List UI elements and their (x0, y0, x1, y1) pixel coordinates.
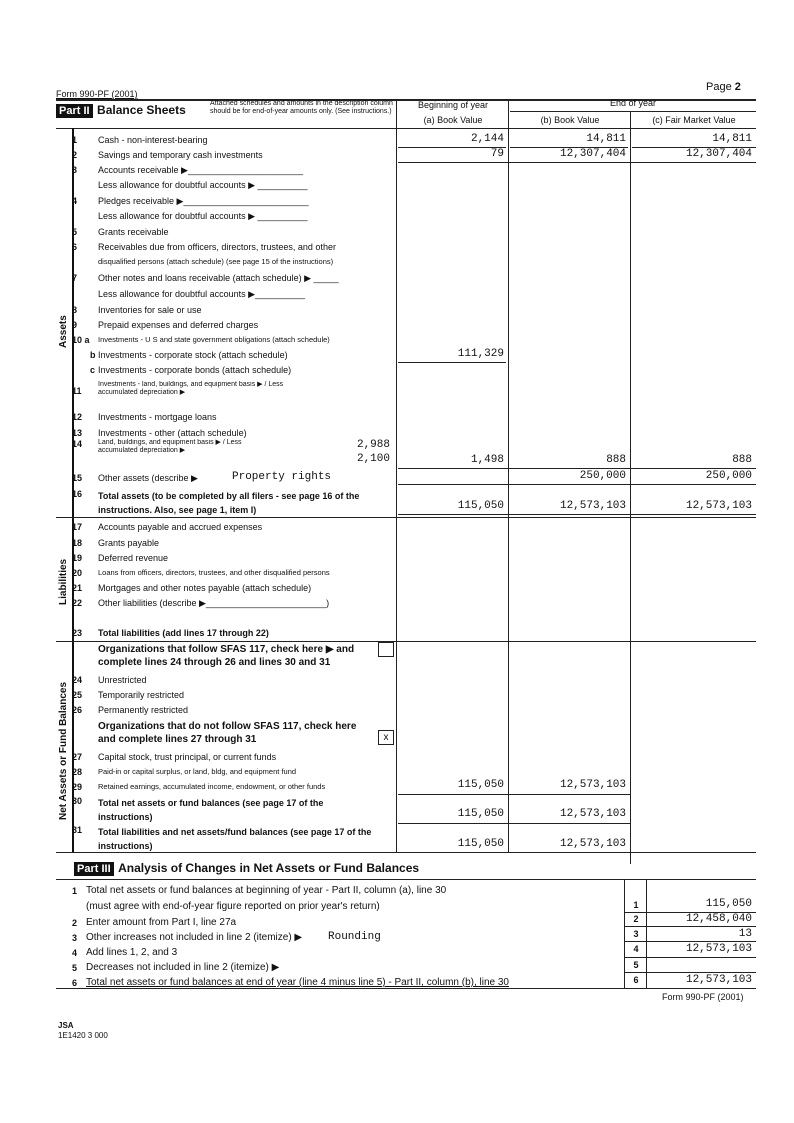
line-30-col-a: 115,050 (457, 808, 504, 820)
footer-form: Form 990-PF (2001) (662, 992, 744, 1002)
line-2-col-a: 79 (490, 148, 504, 160)
col-begin-header: Beginning of year (417, 100, 489, 110)
col-a-header: (a) Book Value (423, 115, 483, 125)
side-label-liabilities: Liabilities (58, 558, 69, 605)
col-end-header: End of year (609, 98, 657, 108)
line-10c: c Investments - corporate bonds (attach schedule) (90, 365, 292, 375)
p3-line-1: 1 Total net assets or fund balances at beginning of year - Part II, column (a), line 30 (72, 885, 447, 896)
part3-badge: Part III (74, 862, 114, 876)
line-16-col-a: 115,050 (457, 500, 504, 512)
line-30-col-b: 12,573,103 (559, 808, 626, 820)
p3-linenum-2: 2 (633, 914, 639, 924)
line-2-col-c: 12,307,404 (685, 148, 752, 160)
line-28: 28 Paid-in or capital surplus, or land, bldg, and equipment fund (72, 767, 297, 777)
p3-line-1-cont: (must agree with end-of-year figure reported on prior year's return) (86, 901, 380, 912)
sfas117-follow-checkbox[interactable] (378, 642, 394, 657)
page-number: 2 (734, 81, 741, 93)
line-14-col-c: 888 (732, 454, 752, 466)
line-15: 15 Other assets (describe ▶ (72, 473, 198, 483)
line-15-describe: Property rights (232, 471, 332, 483)
line-31: 31 Total liabilities and net assets/fund balances (see page 17 of the instructions) (72, 825, 372, 851)
p3-linenum-5: 5 (633, 960, 639, 970)
line-29: 29 Retained earnings, accumulated income, endowment, or other funds (72, 782, 326, 792)
line-1: 1 Cash - non-interest-bearing (72, 135, 208, 145)
p3-line-2: 2 Enter amount from Part I, line 27a (72, 917, 237, 928)
line-16-col-b: 12,573,103 (559, 500, 626, 512)
line-25: 25 Temporarily restricted (72, 690, 185, 700)
page-label: Page 2 (706, 81, 741, 93)
line-17: 17 Accounts payable and accrued expenses (72, 522, 263, 532)
line-3: 3 Accounts receivable ▶_______________________ (72, 165, 304, 175)
p3-line-3: 3 Other increases not included in line 2 (itemize) ▶ (72, 932, 303, 943)
p3-linenum-3: 3 (633, 929, 639, 939)
footer-jsa-code: 1E1420 3 000 (58, 1031, 108, 1040)
side-label-netassets: Net Assets or Fund Balances (58, 681, 69, 820)
line-27: 27 Capital stock, trust principal, or current funds (72, 752, 277, 762)
sfas117-follow: Organizations that follow SFAS 117, check here ▶ and complete lines 24 through 26 and lines 30 and 31 (98, 644, 355, 668)
line-14-depreciation: 2,100 (356, 453, 390, 465)
p3-linenum-6: 6 (633, 975, 639, 985)
part2-heading (56, 101, 186, 119)
part2-instructions: Attached schedules and amounts in the description column should be for end-of-year amounts only. (See instructions.) (210, 100, 393, 115)
part2-title: Balance Sheets (97, 103, 186, 117)
line-16: 16 Total assets (to be completed by all filers - see page 16 of the instructions. Also, see page 1, item I) (72, 489, 360, 515)
line-4-less: Less allowance for doubtful accounts ▶ __________ (98, 211, 308, 221)
line-8: 8 Inventories for sale or use (72, 305, 202, 315)
p3-value-2: 12,458,040 (685, 913, 752, 925)
line-12: 12 Investments - mortgage loans (72, 412, 217, 422)
line-30: 30 Total net assets or fund balances (see page 17 of the instructions) (72, 796, 324, 822)
line-24: 24 Unrestricted (72, 675, 147, 685)
p3-linenum-4: 4 (633, 944, 639, 954)
part2-badge: Part II (56, 104, 93, 118)
line-14: 14 Land, buildings, and equipment basis ▶ / Less accumulated depreciation ▶ (72, 439, 242, 454)
line-29-col-a: 115,050 (457, 779, 504, 791)
line-21: 21 Mortgages and other notes payable (attach schedule) (72, 583, 312, 593)
line-19: 19 Deferred revenue (72, 553, 169, 563)
line-3-less: Less allowance for doubtful accounts ▶ __________ (98, 180, 308, 190)
line-10b-col-a: 111,329 (457, 348, 504, 360)
line-6-cont: disqualified persons (attach schedule) (see page 15 of the instructions) (98, 257, 334, 266)
line-29-col-b: 12,573,103 (559, 779, 626, 791)
col-c-header: (c) Fair Market Value (652, 115, 736, 125)
line-26: 26 Permanently restricted (72, 705, 189, 715)
line-20: 20 Loans from officers, directors, trustees, and other disqualified persons (72, 568, 330, 578)
sfas117-notfollow-checkbox[interactable]: x (378, 730, 394, 745)
line-14-col-a: 1,498 (470, 454, 504, 466)
part3-title: Analysis of Changes in Net Assets or Fund Balances (118, 861, 420, 875)
p3-line-4: 4 Add lines 1, 2, and 3 (72, 947, 178, 958)
line-7: 7 Other notes and loans receivable (attach schedule) ▶ _____ (72, 273, 339, 283)
line-10a: 10 a Investments - U S and state government obligations (attach schedule) (72, 335, 330, 345)
p3-line-3-itemize: Rounding (328, 931, 381, 943)
p3-linenum-1: 1 (633, 900, 639, 910)
line-18: 18 Grants payable (72, 538, 160, 548)
line-14-col-b: 888 (606, 454, 626, 466)
line-31-col-b: 12,573,103 (559, 838, 626, 850)
p3-value-1: 115,050 (705, 898, 752, 910)
side-label-assets: Assets (58, 315, 69, 348)
line-15-col-b: 250,000 (579, 470, 626, 482)
p3-value-4: 12,573,103 (685, 943, 752, 955)
line-1-col-b: 14,811 (586, 133, 626, 145)
line-2: 2 Savings and temporary cash investments (72, 150, 263, 160)
line-23: 23 Total liabilities (add lines 17 through 22) (72, 628, 269, 638)
line-5: 5 Grants receivable (72, 227, 169, 237)
p3-line-5: 5 Decreases not included in line 2 (itemize) ▶ (72, 962, 280, 973)
p3-value-3: 13 (738, 928, 752, 940)
col-b-header: (b) Book Value (540, 115, 600, 125)
line-14-basis: 2,988 (356, 439, 390, 451)
line-15-col-c: 250,000 (705, 470, 752, 482)
line-6: 6 Receivables due from officers, directors, trustees, and other (72, 242, 336, 252)
form-header-left: Form 990-PF (2001) (56, 89, 138, 99)
sfas117-notfollow: Organizations that do not follow SFAS 117, check here and complete lines 27 through 31 (98, 721, 357, 745)
line-22: 22 Other liabilities (describe ▶________________________) (72, 598, 330, 608)
footer-jsa: JSA (58, 1021, 74, 1030)
line-1-col-c: 14,811 (712, 133, 752, 145)
p3-value-6: 12,573,103 (685, 974, 752, 986)
line-31-col-a: 115,050 (457, 838, 504, 850)
line-16-col-c: 12,573,103 (685, 500, 752, 512)
p3-line-6: 6 Total net assets or fund balances at end of year (line 4 minus line 5) - Part II, column (b), line 30 (72, 977, 509, 988)
line-9: 9 Prepaid expenses and deferred charges (72, 320, 259, 330)
line-10b: b Investments - corporate stock (attach schedule) (90, 350, 288, 360)
line-2-col-b: 12,307,404 (559, 148, 626, 160)
line-11: 11 Investments - land, buildings, and equipment basis ▶ / Less accumulated depreciation ▶ (72, 381, 284, 396)
line-1-col-a: 2,144 (470, 133, 504, 145)
part3-heading (74, 859, 419, 877)
line-13: 13 Investments - other (attach schedule) (72, 428, 247, 438)
line-7-less: Less allowance for doubtful accounts ▶__________ (98, 289, 306, 299)
line-4: 4 Pledges receivable ▶_________________________ (72, 196, 309, 206)
